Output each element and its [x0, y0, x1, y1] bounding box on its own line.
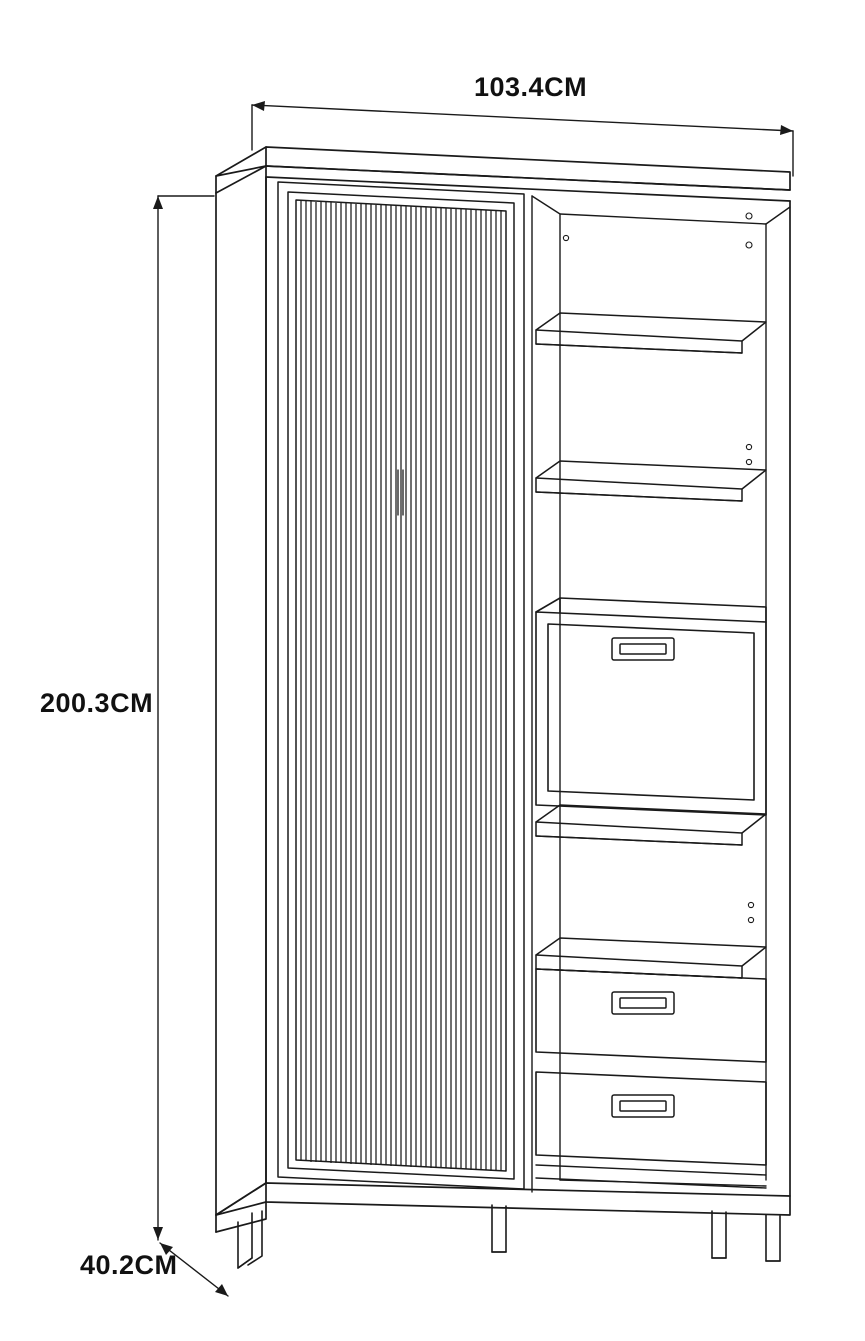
- small-drawer-lower-handle: [612, 1095, 674, 1117]
- cabinet-carcass: [216, 147, 790, 1232]
- height-dimension-label: 200.3CM: [40, 688, 154, 718]
- shelf-upper: [536, 313, 766, 353]
- width-dimension-arrow: [252, 101, 793, 176]
- small-drawer-upper: [536, 969, 766, 1062]
- shelf-lower: [536, 805, 766, 845]
- shelf-bottom: [536, 938, 766, 978]
- height-dimension-arrow: [153, 196, 214, 1240]
- width-dimension-label: 103.4CM: [474, 72, 588, 102]
- small-drawer-upper-handle: [612, 992, 674, 1014]
- depth-dimension-label: 40.2CM: [80, 1250, 178, 1280]
- large-drawer-handle: [612, 638, 674, 660]
- small-drawer-lower: [536, 1072, 766, 1165]
- shelf-pin-holes: [563, 213, 753, 923]
- large-drawer: [536, 598, 766, 815]
- door-slats: [301, 201, 501, 1171]
- cabinet-legs: [238, 1205, 780, 1268]
- shelf-middle: [536, 461, 766, 501]
